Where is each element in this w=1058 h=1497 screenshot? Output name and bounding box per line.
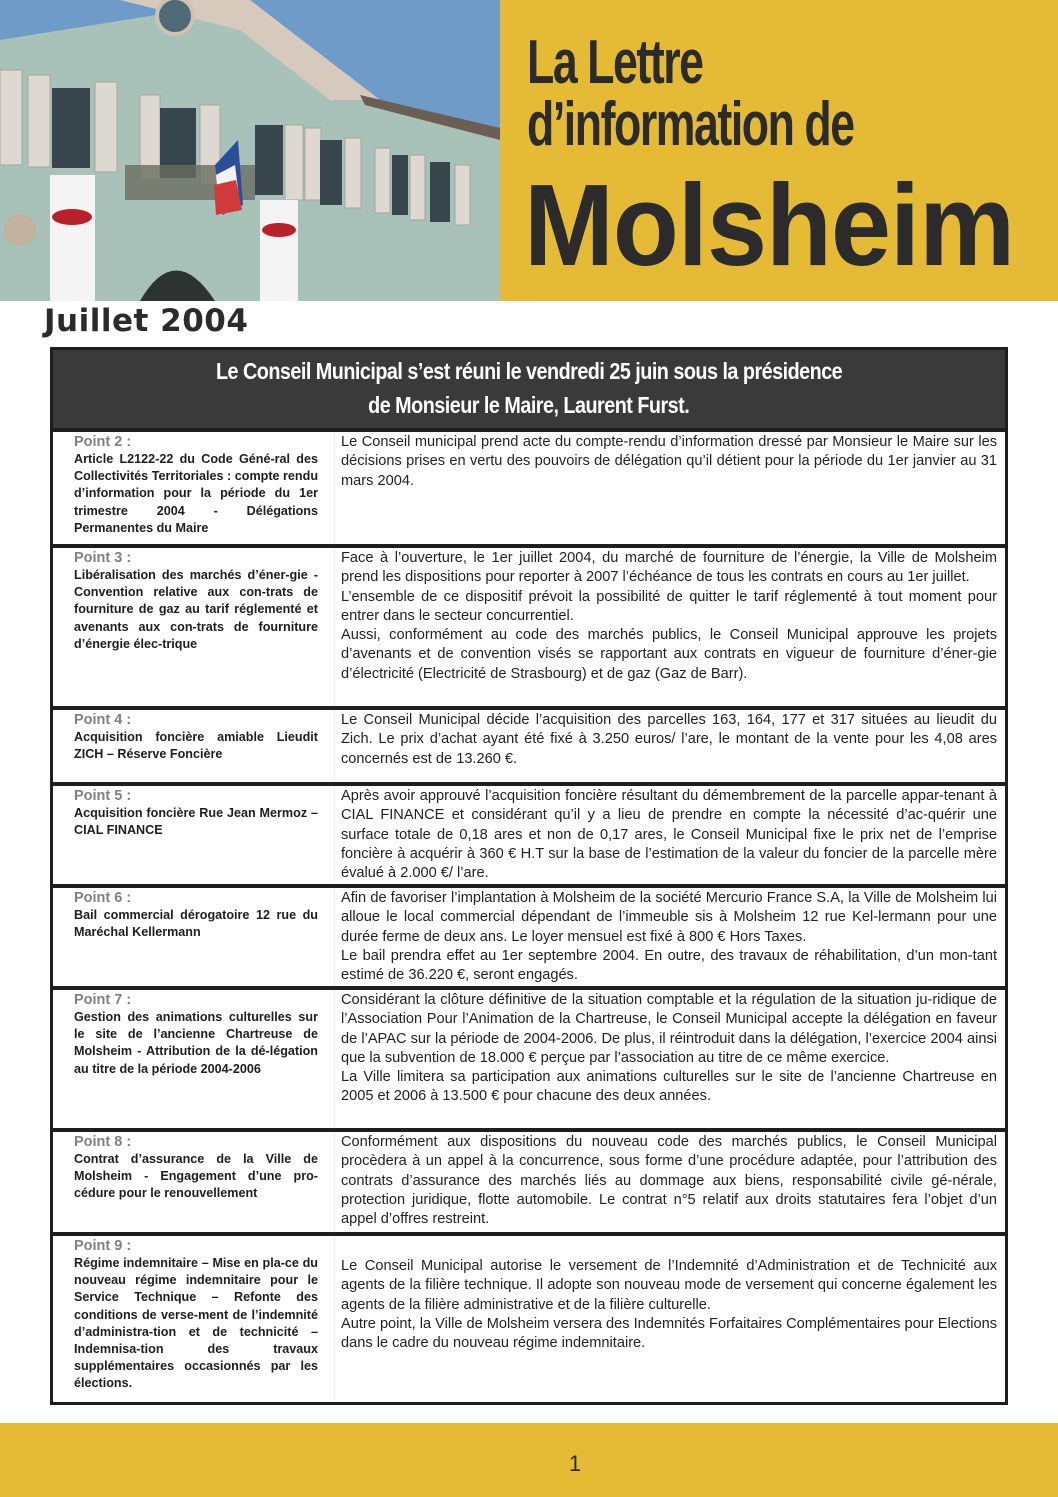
agenda-row <box>53 1128 1005 1232</box>
agenda-row <box>53 986 1005 1128</box>
medallion <box>4 214 36 246</box>
minutes-heading <box>53 350 1005 428</box>
agenda-row <box>53 544 1005 706</box>
decision-paragraph: Après avoir approuvé l’acquisition foncière résultant du démembrement de la parcelle appar-tenant à CIAL FINANCE et considérant qu’il y a lieu de prendre en compte la nécessité d’ac-quérir une surface totale de 0,18 ares et non de 0,17 ares, le Conseil Municipal fixe le prix net de l’emprise foncière à acquérir à 360 € H.T sur la base de l’estimation de la valeur du foncier de la parcelle mère évalué à 2.000 €/ l’are. <box>341 788 997 882</box>
agenda-decision <box>335 548 1005 706</box>
point-title: Libéralisation des marchés d’éner-gie - Convention relative aux con-trats de fourniture de gaz au tarif réglementé et avenants aux con-trats de fourniture d’énergie élec-trique <box>74 568 318 651</box>
decision-paragraph: Le Conseil municipal prend acte du compte-rendu d’information dressé par Monsieur le Maire sur les décisions prises en vertu des pouvoirs de délégation qu’il détient pour la période du 1er janvier au 31 mars 2004. <box>341 434 997 489</box>
clock <box>157 0 193 34</box>
masthead-title-block <box>500 0 1058 301</box>
decision-paragraph: Le Conseil Municipal décide l’acquisition des parcelles 163, 164, 177 et 317 situées au lieudit du Zich. Le prix d’achat ayant été fixé à 3.250 euros/ l’are, le montant de la vente pour les 4,08 ares concernés est de 13.260 €. <box>341 712 997 767</box>
page-footer <box>0 1423 1058 1497</box>
agenda-subject <box>53 432 335 544</box>
point-title: Acquisition foncière Rue Jean Mermoz – CIAL FINANCE <box>74 806 318 838</box>
decision-paragraph: L’ensemble de ce dispositif prévoit la possibilité de quitter le tarif réglementé à tout moment pour entrer dans le secteur concurrentiel. <box>341 588 997 624</box>
agenda-subject <box>53 710 335 782</box>
agenda-row <box>53 884 1005 986</box>
point-label: Point 2 : <box>74 434 132 450</box>
decision-paragraph: Le bail prendra effet au 1er septembre 2004. En outre, des travaux de réhabilitation, d’un mon-tant estimé de 36.220 €, seront engagés. <box>341 947 997 984</box>
town-hall-photo <box>0 0 500 301</box>
minutes-heading-line2: de Monsieur le Maire, Laurent Furst. <box>368 392 690 418</box>
point-label: Point 7 : <box>74 992 132 1008</box>
decision-paragraph: Aussi, conformément au code des marchés publics, le Conseil Municipal approuve les projets d’avenants et de convention visés se rapportant aux contrats en vigueur de fourniture d’éner-gie d’électricité (Electricité de Strasbourg) et de gaz (Gaz de Barr). <box>341 627 997 682</box>
decision-paragraph: La Ville limitera sa participation aux animations culturelles sur le site de l’ancienne Chartreuse en 2005 et 2006 à 13.500 € pour chacune des deux années. <box>341 1069 997 1105</box>
agenda-row <box>53 1232 1005 1402</box>
decision-paragraph: Face à l’ouverture, le 1er juillet 2004, du marché de fourniture de l’énergie, la Ville de Molsheim prend les dispositions pour reporter à 2007 l’échéance de tous les contrats en cours au 1er juillet. <box>341 550 997 586</box>
masthead-title-line2: d’information de <box>527 90 854 159</box>
agenda-subject <box>53 548 335 706</box>
decision-paragraph: Le Conseil Municipal autorise le versement de l’Indemnité d’Administration et de Technicité aux agents de la filière technique. Il adopte son nouveau mode de versement qui concerne également les agents de la filière administrative et de la filière culturelle. <box>341 1258 997 1313</box>
point-label: Point 8 : <box>74 1134 132 1150</box>
agenda-subject <box>53 786 335 884</box>
point-title: Acquisition foncière amiable Lieudit ZICH – Réserve Foncière <box>74 730 318 762</box>
page-number: 1 <box>568 1451 582 1476</box>
agenda-subject <box>53 1236 335 1402</box>
point-title: Régime indemnitaire – Mise en pla-ce du nouveau régime indemnitaire pour le Service Technique – Refonte des conditions de verse-ment de l’indemnité d’administra-tion et de technicité – Indemnisa-tion des travaux supplémentaires occasionnés par les élections. <box>74 1256 318 1391</box>
point-title: Contrat d’assurance de la Ville de Molsheim - Engagement d’une pro-cédure pour le renouvellement <box>74 1152 318 1201</box>
point-title: Bail commercial dérogatoire 12 rue du Maréchal Kellermann <box>74 908 318 940</box>
agenda-decision <box>335 990 1005 1128</box>
council-minutes-table <box>50 347 1008 1405</box>
decision-paragraph: Afin de favoriser l’implantation à Molsheim de la société Mercurio France S.A, la Ville de Molsheim lui alloue le local commercial dépendant de l’immeuble sis à Molsheim 12 rue Kel-lermann pour une durée ferme de deux ans. Le loyer mensuel est fixé à 800 € Hors Taxes. <box>341 890 997 945</box>
masthead-town-name: Molsheim <box>524 160 1015 290</box>
agenda-subject <box>53 888 335 986</box>
town-hall-illustration <box>0 0 500 301</box>
point-label: Point 4 : <box>74 712 132 728</box>
agenda-decision <box>335 710 1005 782</box>
agenda-row <box>53 706 1005 782</box>
agenda-row <box>53 428 1005 544</box>
agenda-subject <box>53 1132 335 1232</box>
point-title: Gestion des animations culturelles sur le site de l’ancienne Chartreuse de Molsheim - Attribution de la dé-légation au titre de la période 2004-2006 <box>74 1010 318 1076</box>
minutes-heading-line1: Le Conseil Municipal s’est réuni le vendredi 25 juin sous la présidence <box>215 358 843 384</box>
agenda-decision <box>335 1236 1005 1402</box>
agenda-subject <box>53 990 335 1128</box>
agenda-decision <box>335 1132 1005 1232</box>
agenda-row <box>53 782 1005 884</box>
point-title: Article L2122-22 du Code Géné-ral des Collectivités Territoriales : compte rendu d’information pour la période du 1er trimestre 2004 - Délégations Permanentes du Maire <box>74 452 319 535</box>
point-label: Point 6 : <box>74 890 132 906</box>
decision-paragraph: Conformément aux dispositions du nouveau code des marchés publics, le Conseil Municipal procèdera à un appel à la concurrence, sous forme d’une procédure adaptée, pour l’attribution des contrats d’assurance des marchés liés au dommage aux biens, responsabilité civile gé-nérale, protection juridique, flotte automobile. Le contrat n°5 relatif aux droits statutaires fera l’objet d’un appel d’offres restreint. <box>341 1134 997 1228</box>
decision-paragraph: Considérant la clôture définitive de la situation comptable et la régulation de la situation ju-ridique de l’Association Pour l’Animation de la Chartreuse, le Conseil Municipal accepte la délégation en faveur de l’APAC sur la période de 2004-2006. De plus, il réintroduit dans la délégation, l’exercice 2004 ainsi que la subvention de 18.000 € perçue par l’association au titre de ce même exercice. <box>341 992 997 1066</box>
agenda-decision <box>335 888 1005 986</box>
issue-date: Juillet 2004 <box>44 303 249 339</box>
agenda-decision <box>335 432 1005 544</box>
agenda-decision <box>335 786 1005 884</box>
masthead-title-line1: La Lettre <box>527 28 703 97</box>
point-label: Point 3 : <box>74 550 132 566</box>
decision-paragraph: Autre point, la Ville de Molsheim versera des Indemnités Forfaitaires Complémentaires pour Elections dans le cadre du nouveau régime indemnitaire. <box>341 1315 997 1352</box>
point-label: Point 9 : <box>74 1238 132 1254</box>
point-label: Point 5 : <box>74 788 132 804</box>
